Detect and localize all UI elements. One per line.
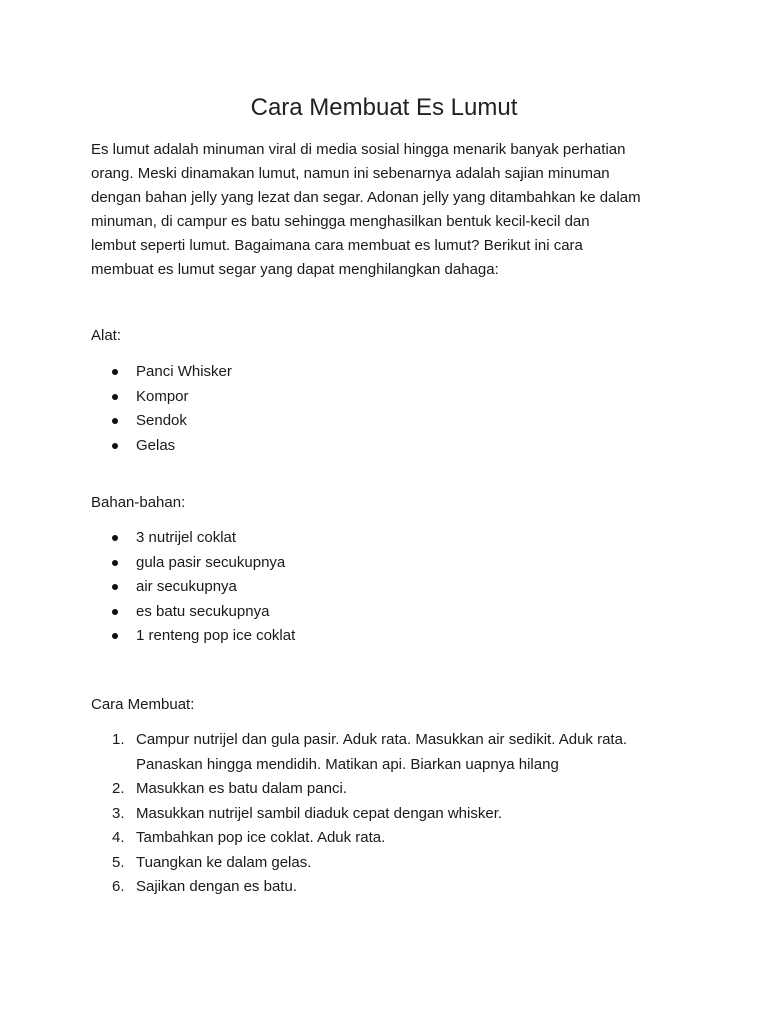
step-number: 3. — [112, 804, 125, 822]
step-text: Campur nutrijel dan gula pasir. Aduk rata. Masukkan air sedikit. Aduk rata. — [136, 731, 628, 748]
list-item — [91, 526, 295, 551]
step-number: 6. — [112, 878, 125, 895]
step-number: 4. — [112, 829, 125, 846]
step-item — [91, 777, 627, 802]
list-item — [91, 385, 232, 410]
intro-line: orang. Meski dinamakan lumut, namun ini sebenarnya adalah sajian minuman — [91, 165, 610, 182]
list-item — [91, 409, 232, 434]
intro-line: Es lumut adalah minuman viral di media sosial hingga menarik banyak perhatian — [91, 141, 626, 158]
step-number: 5. — [112, 853, 125, 871]
ingredients-list — [91, 526, 295, 649]
step-number: 2. — [112, 780, 125, 797]
list-item-text: Panci Whisker — [136, 363, 232, 380]
intro-paragraph — [91, 138, 691, 282]
list-item — [91, 575, 295, 600]
bullet-icon — [112, 535, 118, 541]
bullet-icon — [112, 443, 118, 449]
step-text-continued: Panaskan hingga mendidih. Matikan api. Biarkan uapnya hilang — [136, 755, 559, 773]
bullet-icon — [112, 418, 118, 424]
list-item-text: Gelas — [136, 436, 176, 454]
bullet-icon — [112, 584, 118, 590]
step-item — [91, 875, 627, 900]
bullet-icon — [112, 369, 118, 375]
step-text: Tambahkan pop ice coklat. Aduk rata. — [136, 829, 386, 846]
step-item — [91, 728, 627, 777]
list-item — [91, 624, 295, 649]
bullet-icon — [112, 560, 118, 566]
intro-line: lembut seperti lumut. Bagaimana cara membuat es lumut? Berikut ini cara — [91, 237, 583, 254]
step-item — [91, 802, 627, 827]
step-text: Tuangkan ke dalam gelas. — [136, 853, 312, 871]
list-item-text: es batu secukupnya — [136, 602, 270, 620]
document-title: Cara Membuat Es Lumut — [250, 94, 518, 121]
step-text: Masukkan nutrijel sambil diaduk cepat dengan whisker. — [136, 804, 503, 822]
list-item-text: 3 nutrijel coklat — [136, 529, 237, 546]
list-item-text: air secukupnya — [136, 578, 237, 595]
step-item — [91, 851, 627, 876]
step-text: Masukkan es batu dalam panci. — [136, 780, 347, 797]
list-item-text: gula pasir secukupnya — [136, 553, 286, 571]
list-item-text: 1 renteng pop ice coklat — [136, 627, 296, 644]
steps-heading: Cara Membuat: — [91, 696, 195, 713]
list-item — [91, 600, 295, 625]
intro-line: minuman, di campur es batu sehingga menghasilkan bentuk kecil-kecil dan — [91, 213, 590, 230]
step-text: Sajikan dengan es batu. — [136, 878, 297, 895]
ingredients-heading: Bahan-bahan: — [91, 494, 186, 511]
intro-line: dengan bahan jelly yang lezat dan segar. Adonan jelly yang ditambahkan ke dalam — [91, 189, 641, 206]
list-item-text: Kompor — [136, 387, 189, 405]
list-item — [91, 551, 295, 576]
steps-list — [91, 728, 627, 900]
bullet-icon — [112, 609, 118, 615]
step-item — [91, 826, 627, 851]
list-item-text: Sendok — [136, 412, 187, 429]
intro-line: membuat es lumut segar yang dapat menghilangkan dahaga: — [91, 261, 499, 278]
list-item — [91, 434, 232, 459]
tools-heading: Alat: — [91, 327, 122, 344]
tools-list — [91, 360, 232, 458]
bullet-icon — [112, 394, 118, 400]
step-number: 1. — [112, 731, 125, 748]
bullet-icon — [112, 633, 118, 639]
list-item — [91, 360, 232, 385]
